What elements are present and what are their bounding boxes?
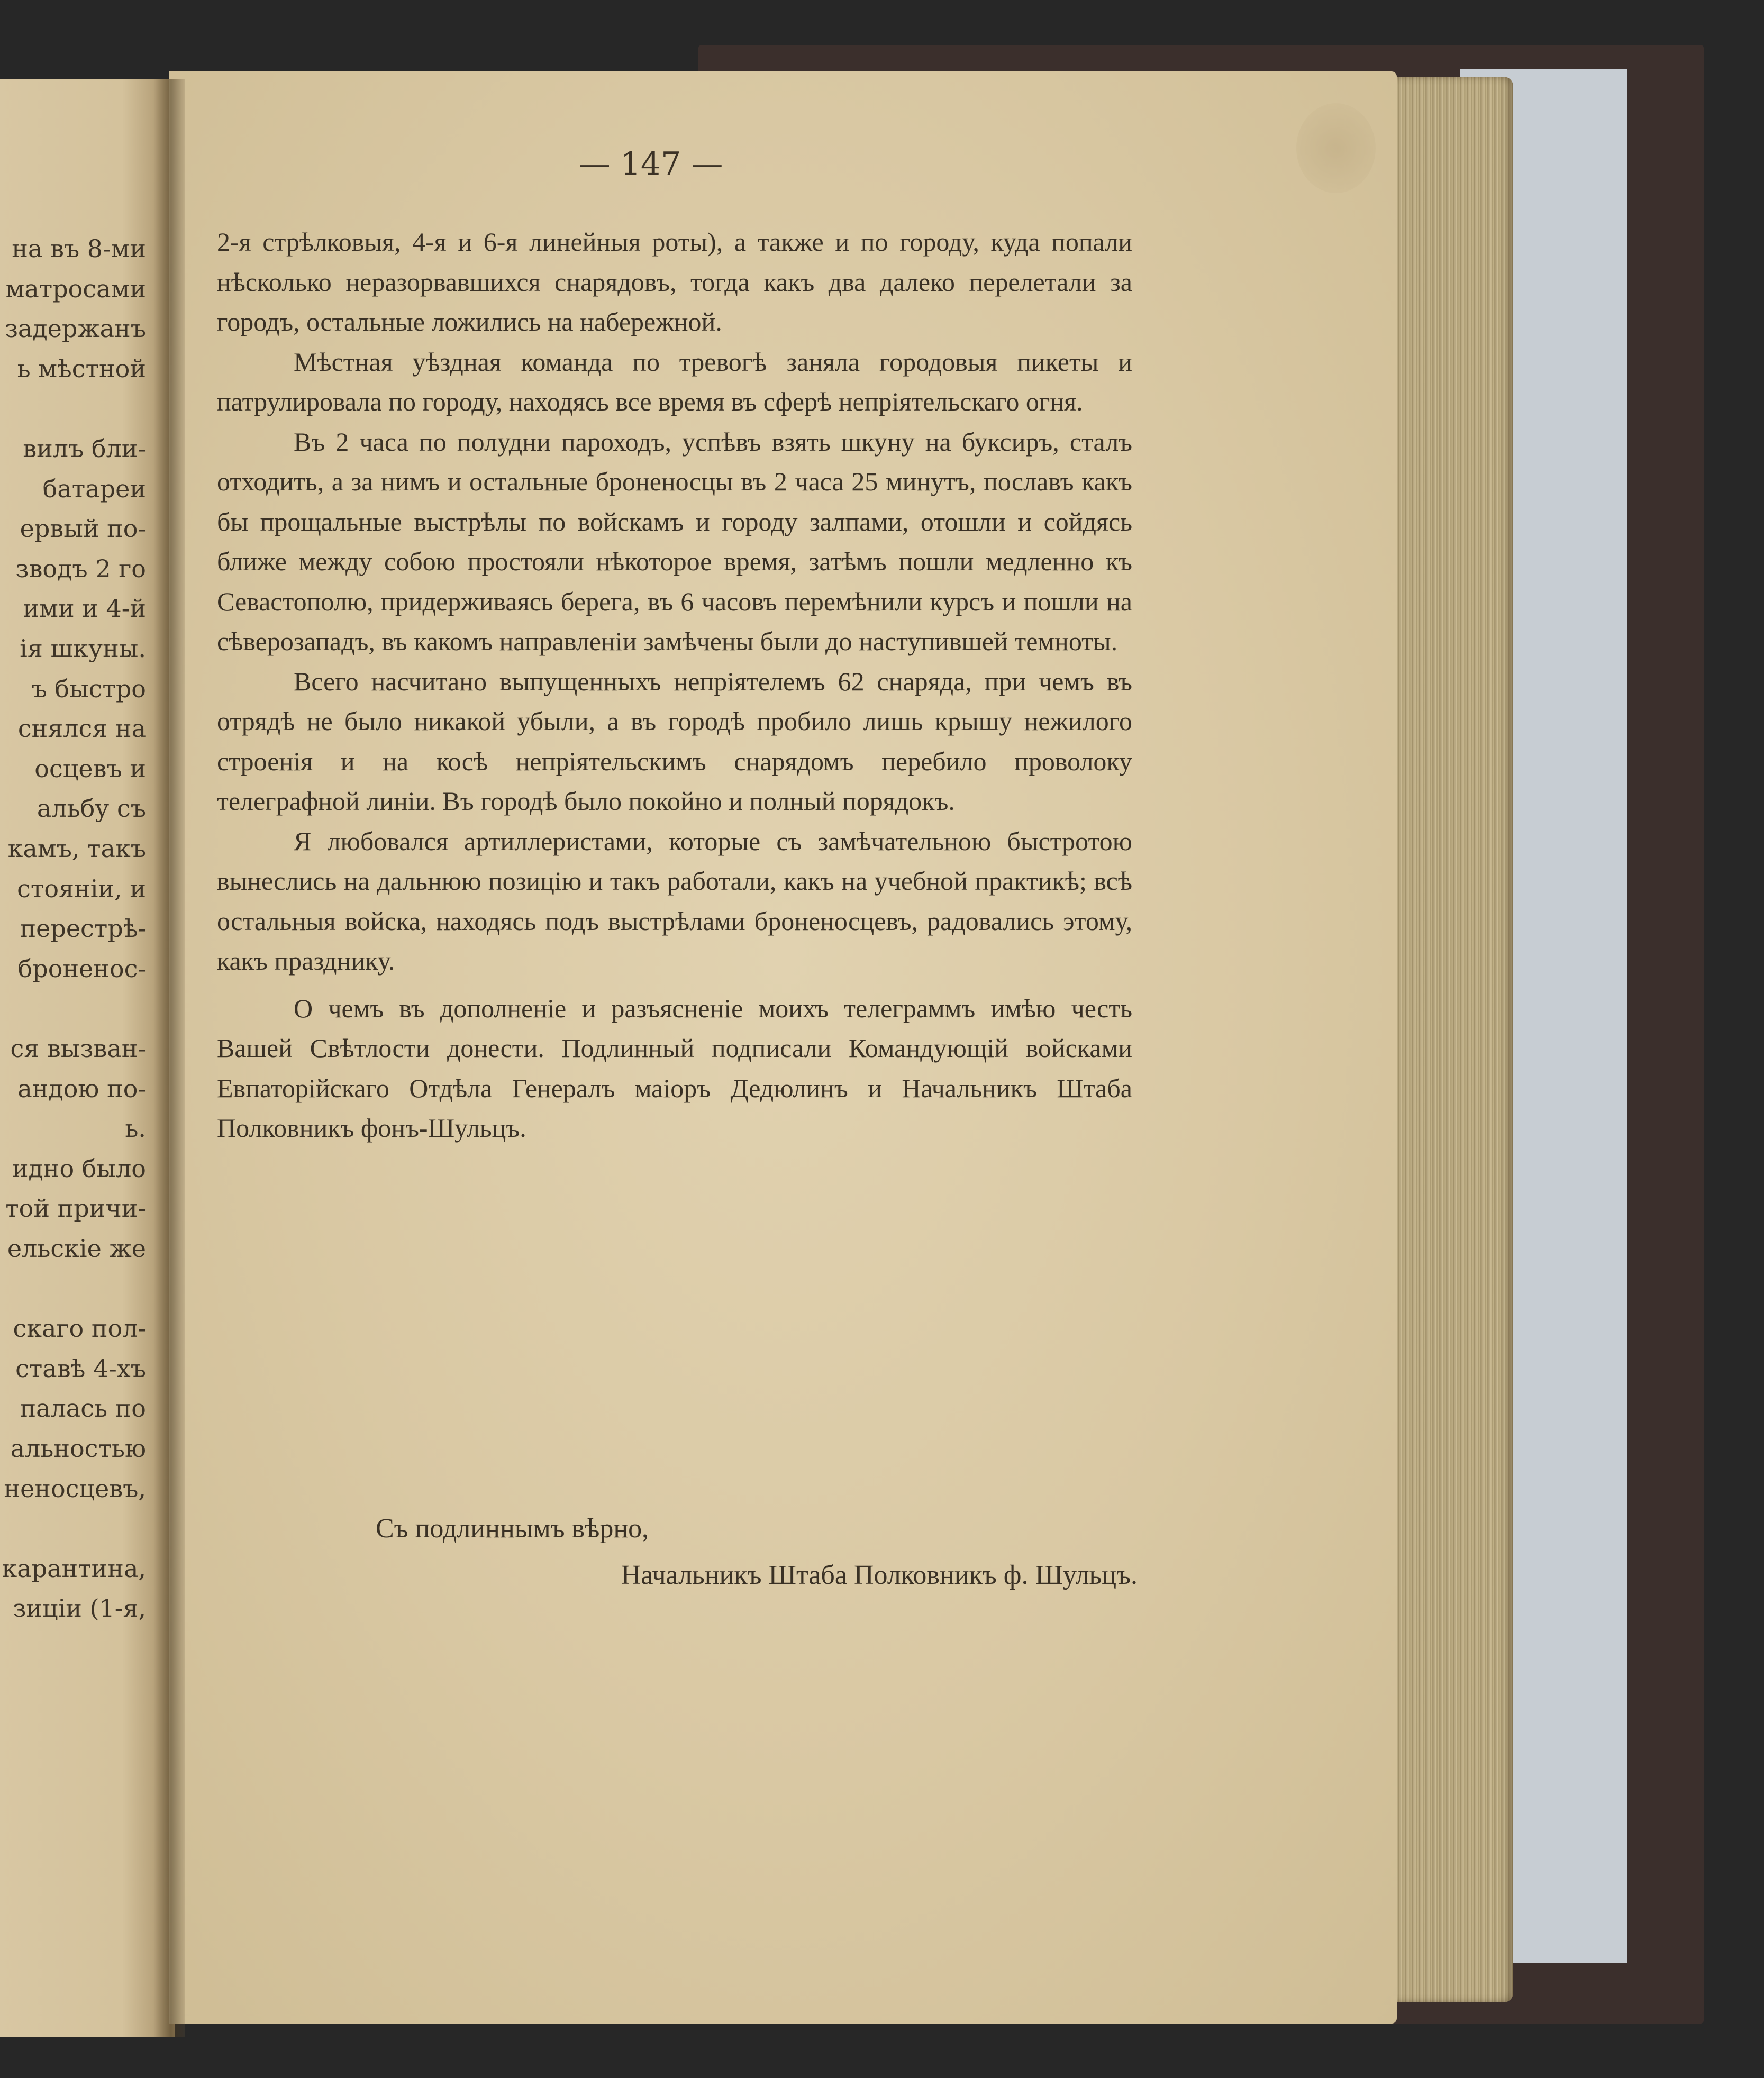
left-page-line: альностью: [10, 1434, 146, 1463]
page-text: [217, 222, 1132, 1149]
page-edges: [1386, 77, 1513, 2002]
paragraph: Въ 2 часа по полудни пароходъ, успѣвъ взять шкуну на буксиръ, сталъ отходить, а за нимъ и остальные броненосцы въ 2 часа 25 минутъ, пославъ какъ бы прощальные выстрѣлы по войскамъ и городу залпами, отошли и сойдясь ближе между собою простояли нѣкоторое время, затѣмъ пошли медленно къ Севастополю, придерживаясь берега, въ 6 часовъ перемѣнили курсъ и пошли на сѣверозападъ, въ какомъ направленіи замѣчены были до наступившей темноты.: [217, 426, 1132, 656]
left-page-line: перестрѣ-: [20, 914, 146, 943]
signature-certification: Съ подлиннымъ вѣрно,: [376, 1514, 649, 1544]
left-page-line: ь мѣстной: [17, 354, 146, 383]
left-page-line: ъ быстро: [31, 674, 146, 703]
paragraph: 2-я стрѣлковыя, 4-я и 6-я линейныя роты), а также и по городу, куда попали нѣсколько неразорвавшихся снарядовъ, тогда какъ два далеко перелетали за городъ, остальные ложились на набережной.: [217, 227, 1132, 336]
left-page-line: вилъ бли-: [23, 434, 146, 463]
left-page-line: осцевъ и: [34, 754, 146, 783]
left-page-line: альбу съ: [37, 794, 146, 823]
left-page-line: броненос-: [17, 954, 146, 983]
left-page-line: неносцевъ,: [4, 1474, 146, 1503]
paragraph: Я любовался артиллеристами, которые съ замѣчательною быстротою вынеслись на дальнюю позицію и такъ работали, какъ на учебной практикѣ; всѣ остальныя войска, находясь подъ выстрѣлами броненосцевъ, радовались этому, какъ празднику.: [217, 826, 1132, 976]
left-page-line: зиціи (1-я,: [13, 1594, 146, 1623]
left-page-line: ія шкуны.: [20, 634, 146, 663]
left-page-line: палась по: [20, 1394, 146, 1423]
left-page-line: на въ 8-ми: [12, 234, 146, 263]
left-page-line: карантина,: [2, 1554, 146, 1583]
left-page-line: ставѣ 4-хъ: [15, 1354, 146, 1383]
page-number: — 147 —: [578, 145, 723, 183]
signature-name: Начальникъ Штаба Полковникъ ф. Шульцъ.: [621, 1560, 1138, 1590]
left-page-line: той причи-: [5, 1194, 146, 1223]
left-page-line: ими и 4-й: [23, 594, 146, 623]
left-page-line: скаго пол-: [13, 1314, 146, 1343]
paper-stain: [1296, 103, 1376, 193]
book-gutter: [153, 79, 185, 2037]
left-page: [0, 79, 175, 2037]
left-page-line: ервый по-: [20, 514, 146, 543]
left-page-line: ь.: [125, 1114, 146, 1143]
left-page-line: ся вызван-: [10, 1034, 146, 1063]
left-page-line: батареи: [42, 474, 146, 503]
left-page-line: зводъ 2 го: [15, 554, 146, 583]
left-page-line: ельскіе же: [7, 1234, 146, 1263]
left-page-line: матросами: [5, 274, 146, 303]
left-page-line: идно было: [12, 1154, 146, 1183]
left-page-line: камъ, такъ: [7, 834, 146, 863]
left-page-line: снялся на: [17, 714, 146, 743]
paragraph: Мѣстная уѣздная команда по тревогѣ заняла городовыя пикеты и патрулировала по городу, находясь все время въ сферѣ непріятельскаго огня.: [217, 347, 1132, 416]
paragraph: Всего насчитано выпущенныхъ непріятелемъ 62 снаряда, при чемъ въ отрядѣ не было никакой убыли, а въ городѣ пробило лишь крышу нежилого строенія и на косѣ непріятельскимъ снарядомъ перебило проволоку телеграфной линіи. Въ городѣ было покойно и полный порядокъ.: [217, 666, 1132, 816]
left-page-line: задержанъ: [4, 314, 146, 343]
left-page-line: стояніи, и: [17, 874, 146, 903]
left-page-line: андою по-: [17, 1074, 146, 1103]
paragraph: О чемъ въ дополненіе и разъясненіе моихъ телеграммъ имѣю честь Вашей Свѣтлости донести. Подлинный подписали Командующій войсками Евпаторійскаго Отдѣла Генералъ маіоръ Дедюлинъ и Начальникъ Штаба Полковникъ фонъ-Шульцъ.: [217, 993, 1132, 1143]
